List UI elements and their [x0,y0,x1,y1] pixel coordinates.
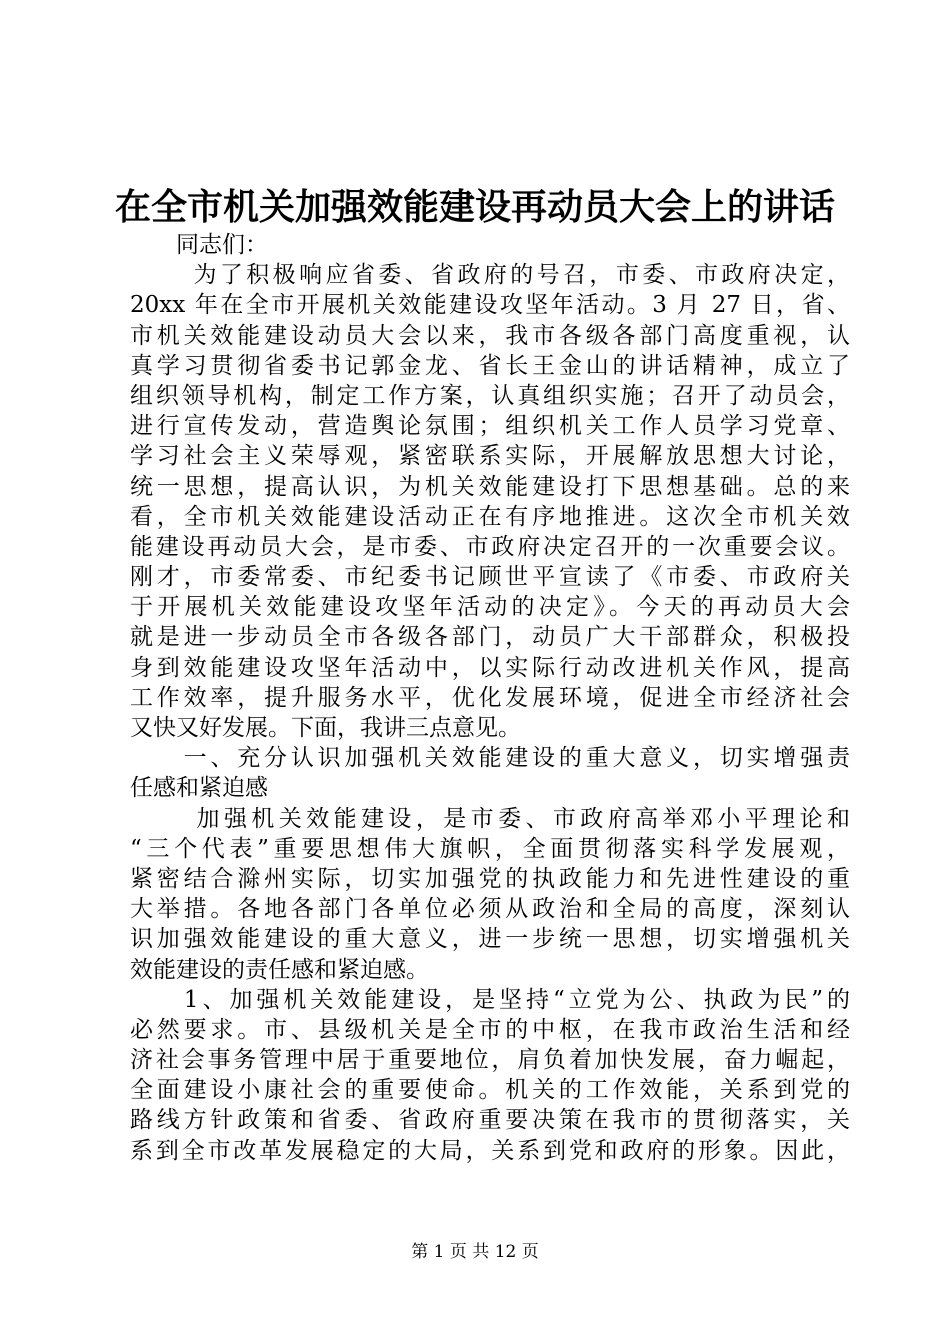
text-line: “三个代表”重要思想伟大旗帜，全面贯彻落实科学发展观， [130,835,850,862]
text-line: 又快又好发展。下面，我讲三点意见。 [130,715,521,741]
document-body [130,230,850,1166]
text-line: 工作效率，提升服务水平，优化发展环境，促进全市经济社会 [130,684,850,711]
text-line: 全面建设小康社会的重要使命。机关的工作效能，关系到党的 [130,1077,850,1104]
text-line: 身到效能建设攻坚年活动中，以实际行动改进机关作风，提高 [130,654,850,681]
text-line: 系到全市改革发展稳定的大局，关系到党和政府的形象。因此， [130,1137,850,1164]
text-line: 进行宣传发动，营造舆论氛围；组织机关工作人员学习党章、 [130,413,850,440]
text-line: 能建设再动员大会，是市委、市政府决定召开的一次重要会议。 [130,533,850,560]
text-line: 任感和紧迫感 [130,775,268,802]
text-line: 一、充分认识加强机关效能建设的重大意义，切实增强责 [130,745,850,772]
text-line: 路线方针政策和省委、省政府重要决策在我市的贯彻落实，关 [130,1107,850,1134]
text-line: 就是进一步动员全市各级各部门，动员广大干部群众，积极投 [130,624,850,651]
text-line: 识加强效能建设的重大意义，进一步统一思想，切实增强机关 [130,926,850,953]
text-line: 真学习贯彻省委书记郭金龙、省长王金山的讲话精神，成立了 [130,352,850,379]
text-line: 组织领导机构，制定工作方案，认真组织实施；召开了动员会， [130,382,850,409]
text-line: 看，全市机关效能建设活动正在有序地推进。这次全市机关效 [130,503,850,530]
text-line: 大举措。各地各部门各单位必须从政治和全局的高度，深刻认 [130,896,850,923]
text-line: 为了积极响应省委、省政府的号召，市委、市政府决定， [130,262,850,289]
text-line: 加强机关效能建设，是市委、市政府高举邓小平理论和 [130,805,850,832]
text-line: 统一思想，提高认识，为机关效能建设打下思想基础。总的来 [130,473,850,500]
document-title: 在全市机关加强效能建设再动员大会上的讲话 [114,186,835,228]
page-footer: 第 1 页 共 12 页 [411,1242,539,1262]
text-line: 刚才，市委常委、市纪委书记顾世平宣读了《市委、市政府关 [130,564,850,591]
text-line: 必然要求。市、县级机关是全市的中枢，在我市政治生活和经 [130,1016,850,1043]
text-line: 济社会事务管理中居于重要地位，肩负着加快发展，奋力崛起， [130,1047,850,1074]
text-line: 紧密结合滁州实际，切实加强党的执政能力和先进性建设的重 [130,865,850,892]
text-line: 20xx 年在全市开展机关效能建设攻坚年活动。3 月 27 日，省、 [130,292,850,319]
text-line: 市机关效能建设动员大会以来，我市各级各部门高度重视，认 [130,322,850,349]
text-line: 同志们： [130,232,268,258]
text-line: 效能建设的责任感和紧迫感。 [130,956,429,983]
text-line: 1、加强机关效能建设，是坚持“立党为公、执政为民”的 [130,986,850,1013]
text-line: 学习社会主义荣辱观，紧密联系实际，开展解放思想大讨论， [130,443,850,470]
text-line: 于开展机关效能建设攻坚年活动的决定》。今天的再动员大会 [130,594,850,621]
